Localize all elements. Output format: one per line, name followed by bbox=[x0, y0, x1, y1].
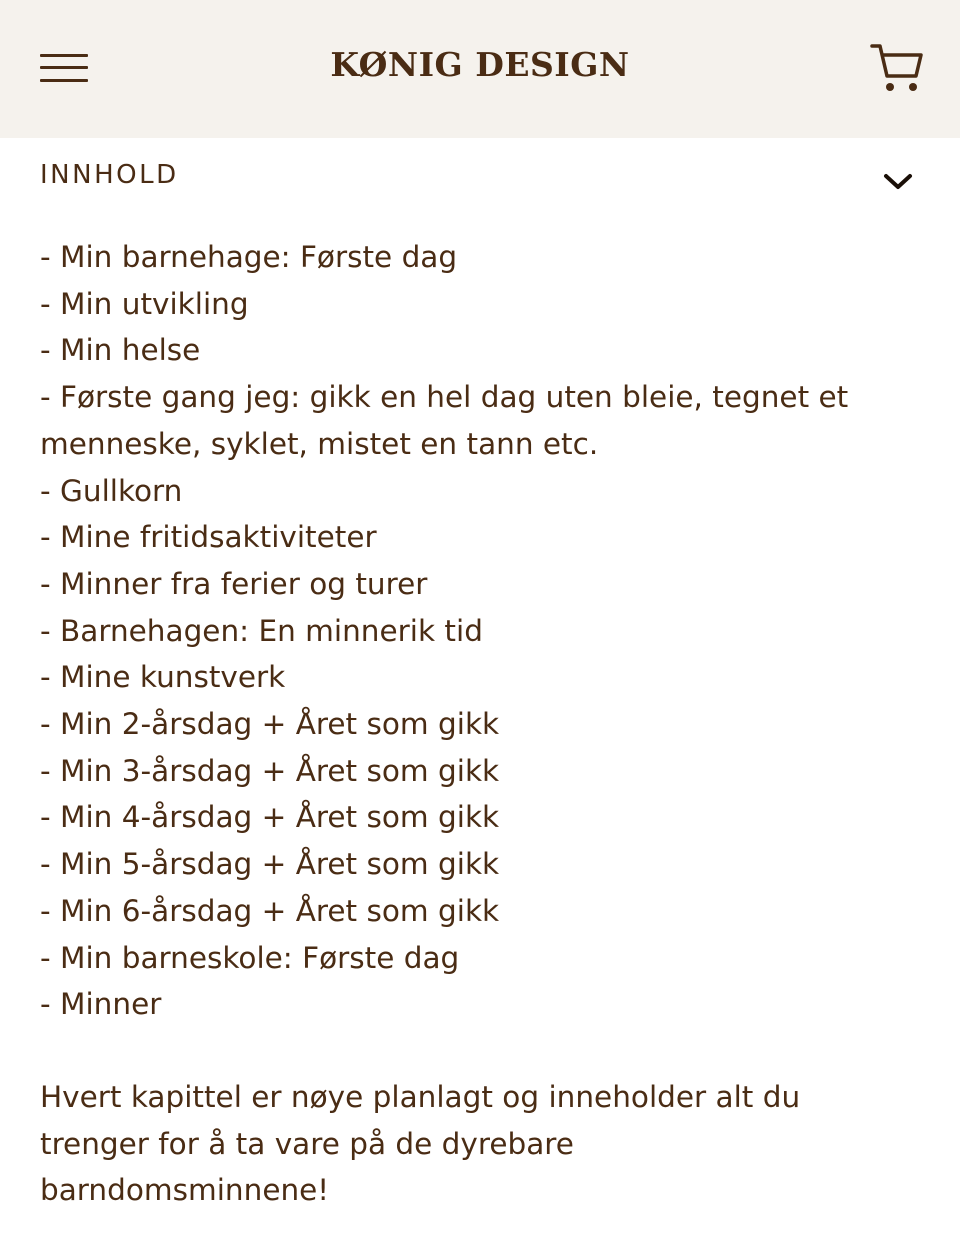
list-item: - Min barneskole: Første dag bbox=[40, 940, 460, 975]
paragraph-line: Hvert kapittel er nøye planlagt og inneholder alt du bbox=[40, 1079, 801, 1114]
list-item: - Min 5-årsdag + Året som gikk bbox=[40, 847, 500, 882]
paragraph-line: barndomsminnene! bbox=[40, 1173, 330, 1208]
list-item: - Mine fritidsaktiviteter bbox=[40, 520, 377, 555]
brand-logo[interactable]: KØNIG DESIGN bbox=[330, 45, 630, 84]
list-item: - Min 4-årsdag + Året som gikk bbox=[40, 800, 500, 835]
list-item: - Mine kunstverk bbox=[40, 660, 286, 695]
chevron-down-icon[interactable] bbox=[880, 168, 916, 194]
shopping-cart-icon bbox=[868, 40, 926, 96]
paragraph-line: trenger for å ta vare på de dyrebare bbox=[40, 1126, 574, 1161]
accordion-header[interactable] bbox=[0, 138, 960, 218]
list-item: - Min barnehage: Første dag bbox=[40, 240, 458, 274]
site-header bbox=[0, 0, 960, 138]
list-item: - Minner fra ferier og turer bbox=[40, 566, 428, 601]
list-item: - Min utvikling bbox=[40, 286, 249, 321]
list-item-continued: menneske, syklet, mistet en tann etc. bbox=[40, 426, 599, 461]
list-item: - Barnehagen: En minnerik tid bbox=[40, 613, 483, 648]
accordion-title: INNHOLD bbox=[40, 160, 179, 190]
accordion-content bbox=[40, 234, 920, 1214]
cart-button[interactable] bbox=[868, 40, 926, 96]
list-item: - Min 6-årsdag + Året som gikk bbox=[40, 893, 500, 928]
list-item: - Min helse bbox=[40, 333, 201, 368]
list-item: - Første gang jeg: gikk en hel dag uten bleie, tegnet et bbox=[40, 380, 849, 415]
list-item: - Min 3-årsdag + Året som gikk bbox=[40, 753, 500, 788]
list-item: - Minner bbox=[40, 987, 162, 1022]
description-paragraph bbox=[40, 1074, 920, 1214]
list-item: - Gullkorn bbox=[40, 473, 183, 508]
list-item: - Min 2-årsdag + Året som gikk bbox=[40, 707, 500, 742]
